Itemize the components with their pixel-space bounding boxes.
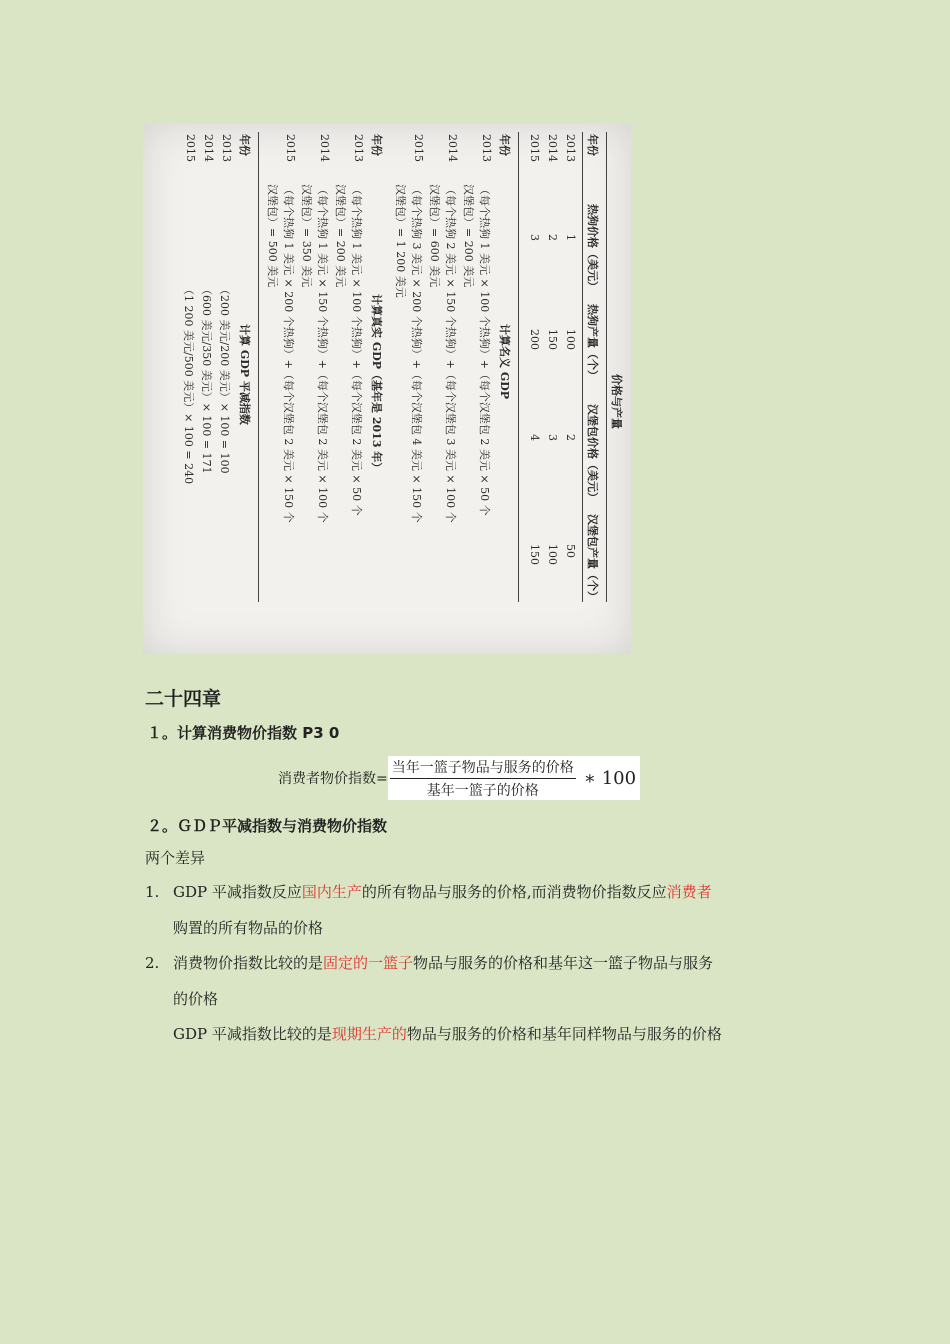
real-year: 2013 (352, 134, 365, 162)
nominal-line: （每个热狗 1 美元 × 100 个热狗）+（每个汉堡包 2 美元 × 50 个 (478, 184, 491, 516)
item-1-highlight-2: 消费者 (666, 883, 712, 901)
item-1-highlight-1: 国内生产 (301, 883, 362, 901)
textbook-photo (143, 124, 631, 654)
real-line: （每个热狗 1 美元 × 100 个热狗）+（每个汉堡包 2 美元 × 50 个 (350, 184, 363, 516)
item-2-highlight-2: 现期生产的 (331, 1025, 407, 1043)
formula-fraction-box (388, 756, 640, 800)
row-cell: 3 (546, 434, 559, 441)
deflator-year: 2013 (220, 134, 233, 162)
year-label: 年份 (238, 134, 251, 156)
section-2-heading: ２。ＧＤＰ平减指数与消费物价指数 (147, 817, 388, 835)
real-line: （每个热狗 1 美元 × 150 个热狗）+（每个汉堡包 2 美元 × 100 个 (316, 184, 329, 523)
item-2-line-2: 的价格 (173, 990, 219, 1008)
section-1-heading: １。计算消费物价指数 P3 0 (147, 724, 340, 742)
row-year: 2015 (528, 134, 541, 162)
header-hotdog-qty: 热狗产量（个） (586, 304, 599, 381)
deflator-line: （200 美元/200 美元）× 100 = 100 (218, 284, 231, 474)
item-1-line-1 (173, 874, 813, 910)
real-line: 汉堡包）= 500 美元 (266, 184, 279, 288)
real-year: 2015 (284, 134, 297, 162)
year-label: 年份 (370, 134, 383, 156)
item-2-number: 2. (145, 954, 160, 972)
rotated-table-content (143, 124, 631, 654)
item-1-text-a: GDP 平减指数反应 (173, 883, 302, 901)
item-2-highlight-1: 固定的一篮子 (323, 954, 414, 972)
nominal-year: 2014 (446, 134, 459, 162)
deflator-year: 2014 (202, 134, 215, 162)
row-cell: 150 (528, 544, 541, 565)
row-cell: 1 (564, 234, 577, 241)
nominal-gdp-title: 计算名义 GDP (498, 324, 511, 400)
header-hotdog-price: 热狗价格（美元） (586, 204, 599, 292)
real-line: 汉堡包）= 350 美元 (300, 184, 313, 288)
row-cell: 100 (546, 544, 559, 565)
table-title: 价格与产量 (610, 374, 623, 429)
item-1-line-2: 购置的所有物品的价格 (173, 919, 324, 937)
item-2-text-d: GDP 平减指数比较的是 (173, 1025, 332, 1043)
formula-numerator: 当年一篮子物品与服务的价格 (390, 757, 576, 779)
row-year: 2014 (546, 134, 559, 162)
formula-denominator: 基年一篮子的价格 (426, 782, 539, 799)
row-cell: 200 (528, 329, 541, 350)
item-2-text-b: 物品与服务的价格和基年这一篮子物品与服务 (413, 954, 714, 972)
deflator-line: （1 200 美元/500 美元）× 100 = 240 (182, 284, 195, 485)
cpi-formula (278, 756, 640, 800)
item-2-text-a: 消费物价指数比较的是 (173, 954, 324, 972)
intro-text: 两个差异 (145, 849, 206, 867)
header-burger-qty: 汉堡包产量（个） (586, 514, 599, 602)
item-2-line-3 (173, 1016, 833, 1052)
real-year: 2014 (318, 134, 331, 162)
row-year: 2013 (564, 134, 577, 162)
real-gdp-title: 计算真实 GDP（基年是 2013 年） (370, 294, 383, 474)
nominal-line: 汉堡包）= 200 美元 (462, 184, 475, 288)
header-burger-price: 汉堡包价格（美元） (586, 404, 599, 503)
formula-lhs: 消费者物价指数= (278, 771, 388, 787)
row-cell: 50 (564, 544, 577, 558)
nominal-year: 2013 (480, 134, 493, 162)
row-cell: 2 (564, 434, 577, 441)
formula-multiplier: ∗ 100 (583, 767, 637, 789)
deflator-title: 计算 GDP 平减指数 (238, 324, 251, 425)
real-line: 汉堡包）= 200 美元 (334, 184, 347, 288)
nominal-line: （每个热狗 3 美元 × 200 个热狗）+（每个汉堡包 4 美元 × 150 个 (410, 184, 423, 523)
row-cell: 100 (564, 329, 577, 350)
nominal-year: 2015 (412, 134, 425, 162)
row-cell: 2 (546, 234, 559, 241)
header-year: 年份 (586, 134, 599, 156)
chapter-heading: 二十四章 (145, 688, 222, 710)
item-2-text-e: 物品与服务的价格和基年同样物品与服务的价格 (406, 1025, 722, 1043)
item-1-text-b: 的所有物品与服务的价格,而消费物价指数反应 (361, 883, 667, 901)
nominal-line: 汉堡包）= 600 美元 (428, 184, 441, 288)
deflator-line: （600 美元/350 美元）× 100 = 171 (200, 284, 213, 474)
item-2-line-1 (173, 945, 813, 981)
real-line: （每个热狗 1 美元 × 200 个热狗）+（每个汉堡包 2 美元 × 150 个 (282, 184, 295, 523)
row-cell: 150 (546, 329, 559, 350)
deflator-year: 2015 (184, 134, 197, 162)
nominal-line: （每个热狗 2 美元 × 150 个热狗）+（每个汉堡包 3 美元 × 100 个 (444, 184, 457, 523)
row-cell: 4 (528, 434, 541, 441)
row-cell: 3 (528, 234, 541, 241)
formula-fraction (390, 757, 576, 800)
item-1-number: 1. (145, 883, 160, 901)
year-label: 年份 (498, 134, 511, 156)
nominal-line: 汉堡包）= 1 200 美元 (394, 184, 407, 298)
